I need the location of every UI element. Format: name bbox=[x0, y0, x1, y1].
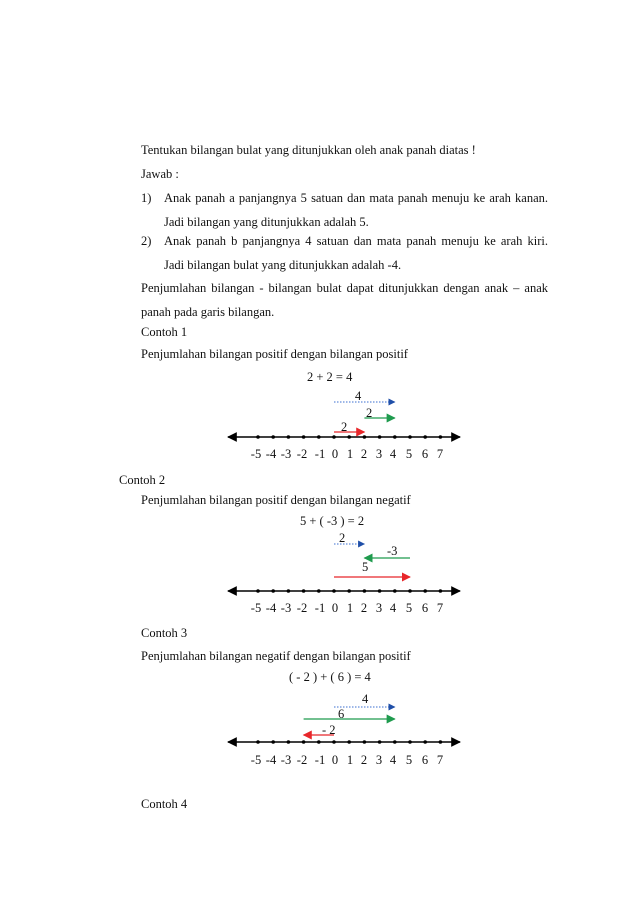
axis-dot bbox=[393, 435, 397, 439]
example-3-title: Contoh 3 bbox=[141, 626, 188, 640]
axis-dot bbox=[287, 740, 291, 744]
axis-dot bbox=[423, 589, 427, 593]
axis-dot bbox=[378, 435, 382, 439]
axis-tick-label: -3 bbox=[280, 601, 292, 615]
paragraph-line1: Penjumlahan bilangan - bilangan bulat dapat ditunjukkan dengan anak – anak bbox=[141, 281, 548, 295]
green-arrow-label: 6 bbox=[338, 707, 345, 721]
axis-dot bbox=[408, 589, 412, 593]
axis-dot bbox=[347, 435, 351, 439]
axis-dot bbox=[256, 589, 260, 593]
axis-tick-label: -2 bbox=[296, 601, 308, 615]
green-arrow-label: -3 bbox=[387, 544, 398, 558]
answer-1-line2: Jadi bilangan yang ditunjukkan adalah 5. bbox=[164, 215, 369, 229]
example-3-equation: ( - 2 ) + ( 6 ) = 4 bbox=[289, 670, 371, 684]
example-2-subtitle: Penjumlahan bilangan positif dengan bilangan negatif bbox=[141, 493, 411, 507]
axis-dot bbox=[317, 589, 321, 593]
axis-tick-label: 2 bbox=[360, 447, 368, 461]
axis-dot bbox=[408, 740, 412, 744]
axis-tick-label: 2 bbox=[360, 601, 368, 615]
axis-tick-label: -2 bbox=[296, 447, 308, 461]
answer-1-line1: Anak panah a panjangnya 5 satuan dan mata panah menuju ke arah kanan. bbox=[164, 191, 548, 205]
axis-dot bbox=[332, 740, 336, 744]
axis-tick-label: 4 bbox=[389, 753, 397, 767]
intro-question: Tentukan bilangan bulat yang ditunjukkan oleh anak panah diatas ! bbox=[141, 143, 476, 157]
axis-tick-label: 1 bbox=[346, 447, 354, 461]
axis-tick-label: -3 bbox=[280, 447, 292, 461]
axis-dot bbox=[287, 435, 291, 439]
red-arrow-label: - 2 bbox=[322, 723, 336, 737]
axis-tick-label: -1 bbox=[314, 753, 326, 767]
axis-tick-label: 0 bbox=[331, 447, 339, 461]
axis-tick-label: -1 bbox=[314, 447, 326, 461]
answer-2-line1: Anak panah b panjangnya 4 satuan dan mata panah menuju ke arah kiri. bbox=[164, 234, 548, 248]
axis-dot bbox=[271, 435, 275, 439]
axis-tick-label: -3 bbox=[280, 753, 292, 767]
blue-arrow-label: 4 bbox=[362, 692, 369, 706]
axis-tick-label: 7 bbox=[436, 447, 444, 461]
axis-dot bbox=[439, 740, 443, 744]
axis-dot bbox=[347, 589, 351, 593]
axis-tick-label: 6 bbox=[421, 601, 429, 615]
axis-tick-label: 5 bbox=[405, 601, 413, 615]
axis-tick-label: 0 bbox=[331, 753, 339, 767]
axis-dot bbox=[302, 435, 306, 439]
example-2-title: Contoh 2 bbox=[119, 473, 166, 487]
paragraph-line2: panah pada garis bilangan. bbox=[141, 305, 275, 319]
axis-dot bbox=[271, 740, 275, 744]
axis-tick-label: 3 bbox=[375, 447, 383, 461]
axis-tick-label: 4 bbox=[389, 601, 397, 615]
axis-dot bbox=[347, 740, 351, 744]
answer-2-number: 2) bbox=[141, 234, 152, 248]
axis-dot bbox=[423, 435, 427, 439]
axis-dot bbox=[393, 589, 397, 593]
example-1-equation: 2 + 2 = 4 bbox=[307, 370, 353, 384]
axis-dot bbox=[393, 740, 397, 744]
example-1-subtitle: Penjumlahan bilangan positif dengan bilangan positif bbox=[141, 347, 408, 361]
answer-label: Jawab : bbox=[141, 167, 179, 181]
axis-dot bbox=[332, 589, 336, 593]
example-1-title: Contoh 1 bbox=[141, 325, 188, 339]
axis-tick-label: 1 bbox=[346, 753, 354, 767]
axis-tick-label: 4 bbox=[389, 447, 397, 461]
axis-tick-label: -4 bbox=[265, 753, 277, 767]
axis-tick-label: -4 bbox=[265, 601, 277, 615]
axis-tick-label: -5 bbox=[250, 447, 262, 461]
axis-dot bbox=[271, 589, 275, 593]
axis-tick-label: 6 bbox=[421, 447, 429, 461]
axis-dot bbox=[363, 740, 367, 744]
axis-tick-label: 7 bbox=[436, 601, 444, 615]
axis-tick-label: 3 bbox=[375, 601, 383, 615]
axis-tick-label: 0 bbox=[331, 601, 339, 615]
axis-dot bbox=[378, 740, 382, 744]
axis-dot bbox=[439, 435, 443, 439]
axis-dot bbox=[302, 589, 306, 593]
axis-tick-label: -5 bbox=[250, 601, 262, 615]
axis-tick-label: 3 bbox=[375, 753, 383, 767]
blue-arrow-label: 2 bbox=[339, 531, 346, 545]
axis-tick-label: 5 bbox=[405, 447, 413, 461]
axis-tick-label: 2 bbox=[360, 753, 368, 767]
axis-dot bbox=[332, 435, 336, 439]
axis-dot bbox=[287, 589, 291, 593]
axis-dot bbox=[256, 435, 260, 439]
axis-dot bbox=[378, 589, 382, 593]
axis-dot bbox=[423, 740, 427, 744]
axis-tick-label: -5 bbox=[250, 753, 262, 767]
red-arrow-label: 2 bbox=[341, 420, 348, 434]
example-4-title: Contoh 4 bbox=[141, 797, 188, 811]
green-arrow-label: 2 bbox=[366, 406, 373, 420]
axis-dot bbox=[363, 435, 367, 439]
axis-tick-label: -4 bbox=[265, 447, 277, 461]
axis-dot bbox=[439, 589, 443, 593]
axis-dot bbox=[302, 740, 306, 744]
axis-dot bbox=[256, 740, 260, 744]
axis-tick-label: 1 bbox=[346, 601, 354, 615]
red-arrow-label: 5 bbox=[362, 560, 369, 574]
axis-dot bbox=[317, 740, 321, 744]
axis-dot bbox=[408, 435, 412, 439]
axis-tick-label: -1 bbox=[314, 601, 326, 615]
blue-arrow-label: 4 bbox=[355, 389, 362, 403]
axis-dot bbox=[363, 589, 367, 593]
example-2-equation: 5 + ( -3 ) = 2 bbox=[300, 514, 365, 528]
axis-tick-label: 6 bbox=[421, 753, 429, 767]
example-3-subtitle: Penjumlahan bilangan negatif dengan bilangan positif bbox=[141, 649, 411, 663]
answer-2-line2: Jadi bilangan bulat yang ditunjukkan adalah -4. bbox=[164, 258, 402, 272]
axis-dot bbox=[317, 435, 321, 439]
axis-tick-label: 7 bbox=[436, 753, 444, 767]
axis-tick-label: -2 bbox=[296, 753, 308, 767]
axis-tick-label: 5 bbox=[405, 753, 413, 767]
answer-1-number: 1) bbox=[141, 191, 152, 205]
